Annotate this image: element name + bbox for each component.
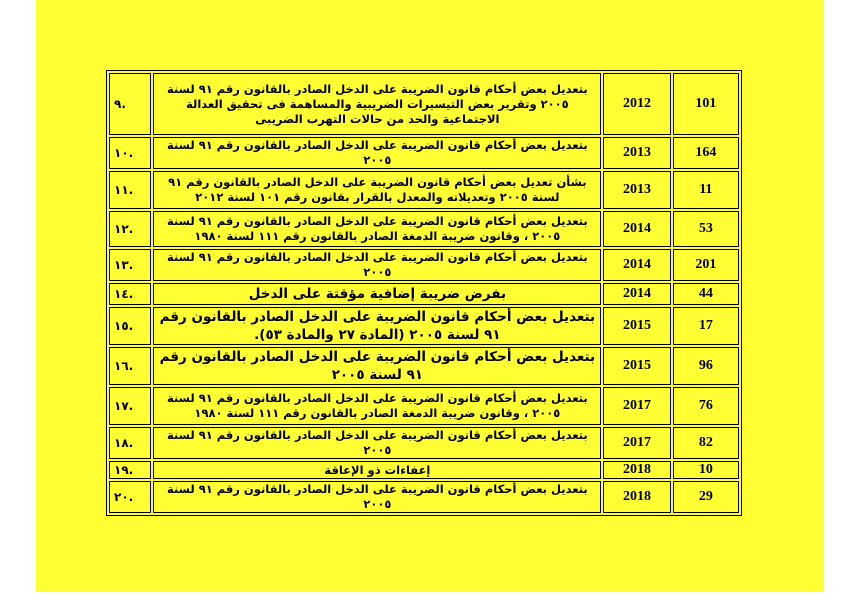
law-number-cell: 76 bbox=[673, 387, 739, 425]
law-number-cell: 29 bbox=[673, 481, 739, 513]
law-sequence-cell: .١٧ bbox=[109, 387, 151, 425]
law-number-cell: 44 bbox=[673, 283, 739, 305]
table-row bbox=[109, 137, 739, 169]
law-title-cell: بتعديل بعض أحكام قانون الضريبة على الدخل الصادر بالقانون رقم ٩١ لسنة ٢٠٠٥ bbox=[153, 347, 601, 385]
law-year-cell: 2012 bbox=[603, 73, 670, 135]
law-number-cell: 164 bbox=[673, 137, 739, 169]
law-number-cell: 10 bbox=[673, 461, 739, 479]
law-number-cell: 17 bbox=[673, 307, 739, 345]
law-sequence-cell: .١٩ bbox=[109, 461, 151, 479]
law-number-cell: 201 bbox=[673, 249, 739, 281]
law-year-cell: 2018 bbox=[603, 481, 670, 513]
law-title-cell: بتعديل بعض أحكام قانون الضريبة على الدخل الصادر بالقانون رقم ٩١ لسنة ٢٠٠٥ bbox=[153, 249, 601, 281]
law-number-cell: 11 bbox=[673, 171, 739, 209]
law-title-cell: بتعديل بعض أحكام قانون الضريبة على الدخل الصادر بالقانون رقم ٩١ لسنة ٢٠٠٥ bbox=[153, 427, 601, 459]
law-title-cell: بتعديل بعض أحكام قانون الضريبة على الدخل الصادر بالقانون رقم ٩١ لسنة ٢٠٠٥ bbox=[153, 481, 601, 513]
law-sequence-cell: .١٦ bbox=[109, 347, 151, 385]
law-year-cell: 2018 bbox=[603, 461, 670, 479]
law-sequence-cell: .١٢ bbox=[109, 211, 151, 247]
law-sequence-cell: .٢٠ bbox=[109, 481, 151, 513]
law-sequence-cell: .١٨ bbox=[109, 427, 151, 459]
law-year-cell: 2014 bbox=[603, 249, 670, 281]
table-row bbox=[109, 249, 739, 281]
table-row bbox=[109, 171, 739, 209]
law-title-cell: بشأن تعديل بعض أحكام قانون الضريبة على الدخل الصادر بالقانون رقم ٩١ لسنة ٢٠٠٥ وتعديلاته والمعدل بالقرار بقانون رقم ١٠١ لسنة ٢٠١٢ bbox=[153, 171, 601, 209]
law-sequence-cell: .١٣ bbox=[109, 249, 151, 281]
law-year-cell: 2017 bbox=[603, 387, 670, 425]
law-year-cell: 2014 bbox=[603, 211, 670, 247]
table-row bbox=[109, 461, 739, 479]
law-year-cell: 2015 bbox=[603, 307, 670, 345]
table-row bbox=[109, 211, 739, 247]
table-row bbox=[109, 387, 739, 425]
law-sequence-cell: .٩ bbox=[109, 73, 151, 135]
law-year-cell: 2015 bbox=[603, 347, 670, 385]
law-sequence-cell: .١٠ bbox=[109, 137, 151, 169]
law-number-cell: 101 bbox=[673, 73, 739, 135]
law-title-cell: بفرض ضريبة إضافية مؤقتة على الدخل bbox=[153, 283, 601, 305]
table-row bbox=[109, 347, 739, 385]
table-row bbox=[109, 307, 739, 345]
table-row bbox=[109, 427, 739, 459]
law-title-cell: إعفاءات ذو الإعاقة bbox=[153, 461, 601, 479]
laws-table-body bbox=[109, 73, 739, 513]
law-year-cell: 2013 bbox=[603, 137, 670, 169]
law-sequence-cell: .١٤ bbox=[109, 283, 151, 305]
law-title-cell: بتعديل بعض أحكام قانون الضريبة على الدخل الصادر بالقانون رقم ٩١ لسنة ٢٠٠٥ وتقرير بعض التيسيرات الضريبية والمساهمة فى تحقيق العدالة الاجتماعية والحد من حالات التهرب الضريبى bbox=[153, 73, 601, 135]
table-row bbox=[109, 481, 739, 513]
law-title-cell: بتعديل بعض أحكام قانون الضريبة على الدخل الصادر بالقانون رقم ٩١ لسنة ٢٠٠٥ bbox=[153, 137, 601, 169]
tax-laws-table bbox=[106, 70, 742, 516]
law-number-cell: 53 bbox=[673, 211, 739, 247]
law-number-cell: 96 bbox=[673, 347, 739, 385]
law-year-cell: 2014 bbox=[603, 283, 670, 305]
law-title-cell: بتعديل بعض أحكام قانون الضريبة على الدخل الصادر بالقانون رقم ٩١ لسنة ٢٠٠٥ ، وقانون ضريبة الدمغة الصادر بالقانون رقم ١١١ لسنة ١٩٨٠ bbox=[153, 211, 601, 247]
law-year-cell: 2017 bbox=[603, 427, 670, 459]
law-sequence-cell: .١٥ bbox=[109, 307, 151, 345]
law-number-cell: 82 bbox=[673, 427, 739, 459]
law-title-cell: بتعديل بعض أحكام قانون الضريبة على الدخل الصادر بالقانون رقم ٩١ لسنة ٢٠٠٥ (المادة ٢٧ والمادة ٥٣). bbox=[153, 307, 601, 345]
law-sequence-cell: .١١ bbox=[109, 171, 151, 209]
law-title-cell: بتعديل بعض أحكام قانون الضريبة على الدخل الصادر بالقانون رقم ٩١ لسنة ٢٠٠٥ ، وقانون ضريبة الدمغة الصادر بالقانون رقم ١١١ لسنة ١٩٨٠ bbox=[153, 387, 601, 425]
table-row bbox=[109, 283, 739, 305]
law-year-cell: 2013 bbox=[603, 171, 670, 209]
table-row bbox=[109, 73, 739, 135]
